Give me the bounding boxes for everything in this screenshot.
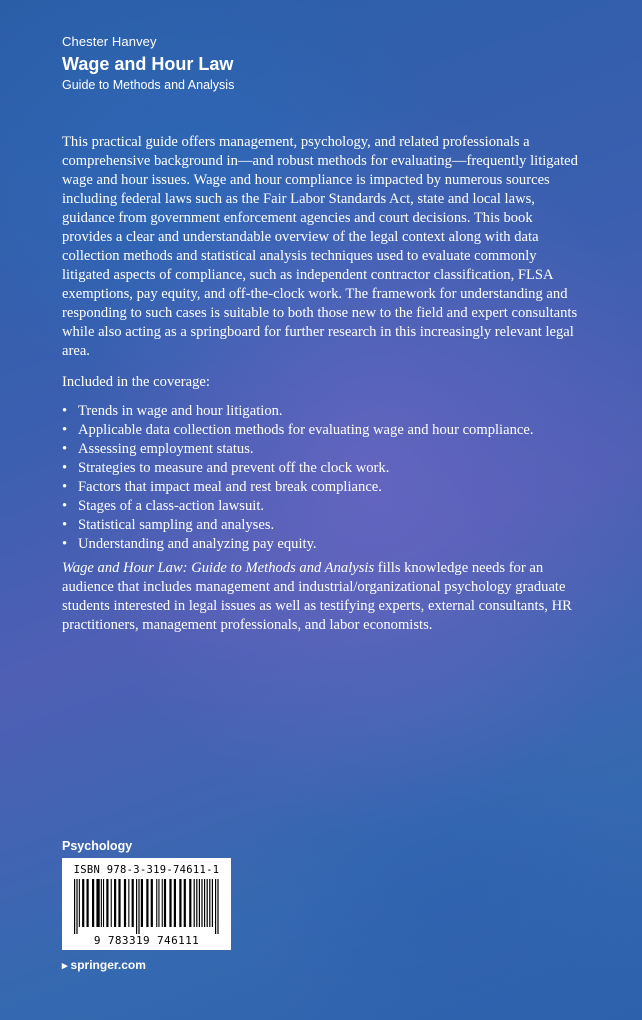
- barcode-bar: [124, 879, 126, 927]
- barcode-bar: [196, 879, 197, 927]
- list-item: • Statistical sampling and analyses.: [62, 517, 275, 533]
- back-cover-text: [62, 133, 580, 635]
- barcode-bar: [92, 879, 94, 927]
- list-item: • Applicable data collection methods for evaluating wage and hour compliance.: [62, 422, 534, 438]
- barcode-bar: [96, 879, 99, 927]
- barcode-bar: [146, 879, 148, 927]
- coverage-intro: Included in the coverage:: [62, 374, 210, 390]
- barcode-bar: [151, 879, 153, 927]
- barcode-bar: [164, 879, 166, 927]
- barcode-digits: 9 783319 746111: [66, 934, 227, 947]
- closing-book-title: Wage and Hour Law: Guide to Methods and Analysis: [62, 560, 375, 576]
- coverage-list: [62, 402, 580, 554]
- barcode-bar: [207, 879, 208, 927]
- list-item: • Strategies to measure and prevent off the clock work.: [62, 460, 390, 476]
- barcode-bar: [199, 879, 200, 927]
- list-item: • Stages of a class-action lawsuit.: [62, 498, 265, 514]
- bullet-icon: •: [62, 479, 68, 495]
- barcode-bar: [212, 879, 213, 927]
- barcode-bar: [82, 879, 84, 927]
- barcode-bar: [106, 879, 108, 927]
- barcode-bar: [215, 879, 216, 937]
- closing-text: fills knowledge needs for an audience that includes management and industrial/organizational psychology graduate students interested in legal issues as well as testifying experts, external consultants, HR practitioners, management professionals, and labor economists.: [62, 560, 572, 633]
- barcode-bar: [169, 879, 171, 927]
- barcode-bar: [111, 879, 112, 927]
- barcode-bar: [136, 879, 137, 937]
- barcode-bar: [138, 879, 139, 937]
- category-label: Psychology: [62, 839, 133, 853]
- bullet-icon: •: [62, 498, 68, 514]
- barcode-bar: [194, 879, 195, 927]
- list-item: • Factors that impact meal and rest break compliance.: [62, 479, 382, 495]
- barcode-bar: [162, 879, 163, 927]
- description-paragraph: This practical guide offers management, psychology, and related professionals a comprehensive background in—and robust methods for evaluating—frequently litigated wage and hour issues. Wage and hour compliance is impacted by numerous sources including federal laws such as the Fair Labor Standards Act, state and local laws, guidance from government enforcement agencies and court decisions. This book provides a clear and understandable overview of the legal context along with data collection methods and statistical analysis techniques used to evaluate commonly litigated aspects of compliance, such as independent contractor classification, FLSA exemptions, pay equity, and off-the-clock work. The framework for understanding and responding to such cases is suitable to both those new to the field and expert consultants while also acting as a springboard for further research in this increasingly relevant legal area.: [62, 134, 578, 359]
- list-item: • Trends in wage and hour litigation.: [62, 403, 283, 419]
- barcode-bar: [217, 879, 218, 937]
- book-title: Wage and Hour Law: [62, 54, 234, 74]
- barcode-bar: [74, 879, 75, 937]
- barcode-bar: [156, 879, 157, 927]
- triangle-right-icon: ▸: [62, 959, 68, 972]
- barcode-bars: [74, 879, 219, 937]
- barcode-bar: [179, 879, 181, 927]
- cover-header: [62, 34, 234, 92]
- barcode: [62, 858, 231, 950]
- closing-paragraph: [62, 559, 580, 635]
- bullet-icon: •: [62, 403, 68, 419]
- barcode-bar: [87, 879, 89, 927]
- barcode-bar: [118, 879, 120, 927]
- barcode-bar: [141, 879, 143, 927]
- isbn-label: ISBN 978-3-319-74611-1: [73, 864, 220, 876]
- bullet-icon: •: [62, 422, 68, 438]
- list-item: • Assessing employment status.: [62, 441, 254, 457]
- barcode-bar: [76, 879, 77, 937]
- barcode-bar: [103, 879, 104, 927]
- barcode-bar: [158, 879, 159, 927]
- barcode-bar: [184, 879, 186, 927]
- website-text: springer.com: [70, 958, 146, 972]
- barcode-bar: [174, 879, 176, 927]
- bullet-icon: •: [62, 517, 68, 533]
- author-name: Chester Hanvey: [62, 34, 157, 49]
- bullet-icon: •: [62, 441, 68, 457]
- barcode-bar: [189, 879, 191, 927]
- barcode-bar: [132, 879, 134, 927]
- bullet-icon: •: [62, 536, 68, 552]
- barcode-bar: [114, 879, 116, 927]
- barcode-bar: [101, 879, 102, 927]
- book-subtitle: Guide to Methods and Analysis: [62, 78, 235, 92]
- website-link[interactable]: [62, 958, 146, 972]
- barcode-bar: [209, 879, 210, 927]
- barcode-bar: [201, 879, 202, 927]
- barcode-bar: [204, 879, 205, 927]
- barcode-bar: [128, 879, 129, 927]
- barcode-bar: [79, 879, 80, 927]
- bullet-icon: •: [62, 460, 68, 476]
- list-item: • Understanding and analyzing pay equity.: [62, 536, 317, 552]
